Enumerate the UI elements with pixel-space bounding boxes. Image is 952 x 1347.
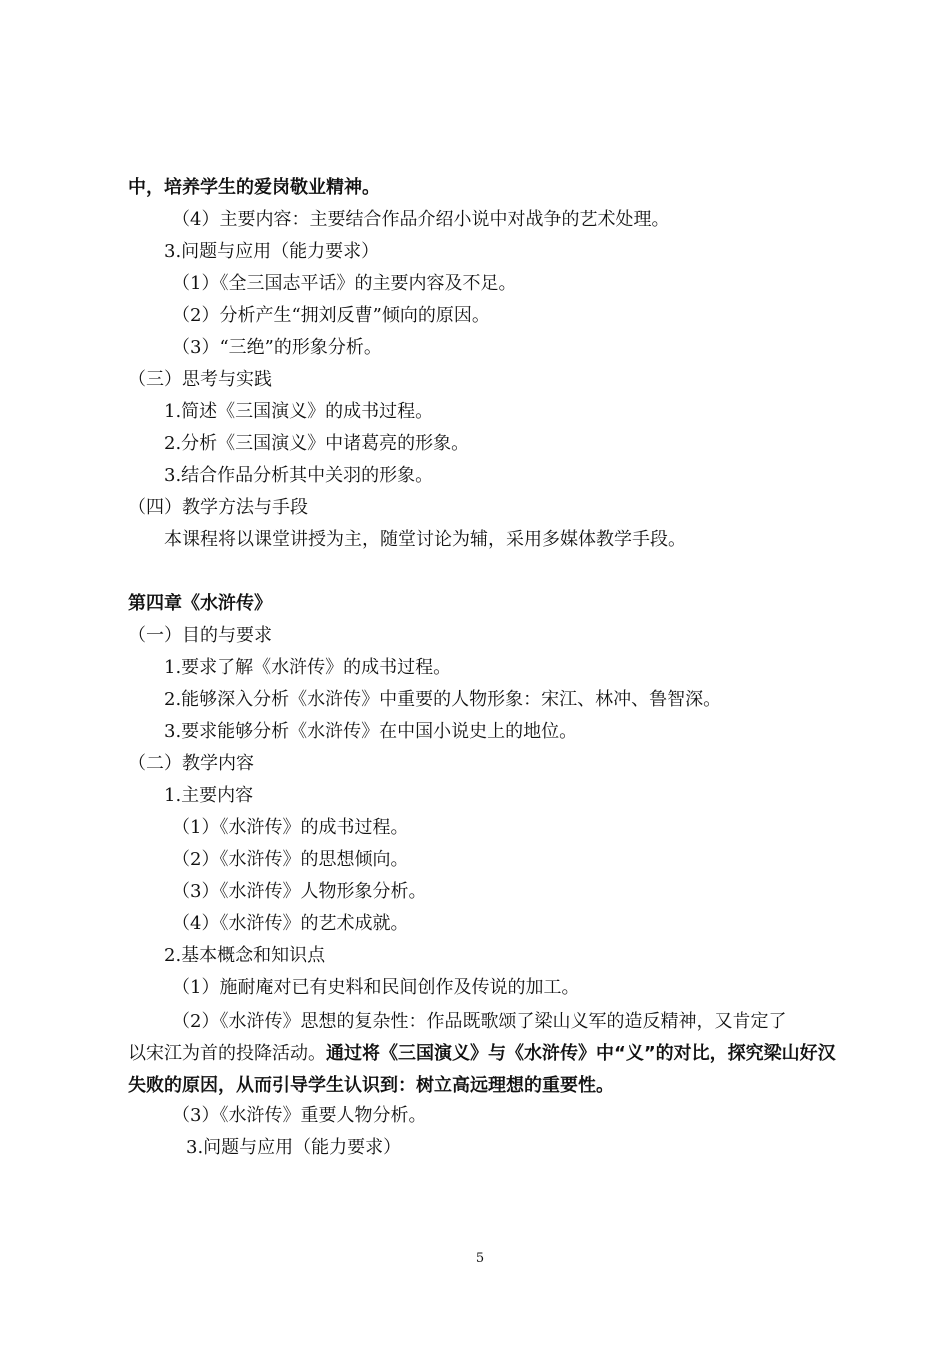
main-content-item-3: （3）《水浒传》人物形象分析。	[172, 881, 427, 902]
concept-item-1: （1）施耐庵对已有史料和民间创作及传说的加工。	[172, 977, 580, 998]
concept-item-2-line: （2）《水浒传》思想的复杂性：作品既歌颂了梁山义军的造反精神，又肯定了	[172, 1011, 787, 1032]
main-content-item-2: （2）《水浒传》的思想倾向。	[172, 849, 409, 870]
concept-item-2-bold-text: 通过将《三国演义》与《水浒传》中“义”的对比，探究梁山好汉失败的原因，从而引导学生认识到：树立高远理想的重要性。	[128, 1043, 836, 1096]
question-item-3: （3）“三绝”的形象分析。	[172, 337, 382, 358]
section-heading-application: 3.问题与应用（能力要求）	[186, 1137, 402, 1158]
section-heading-goals: （一）目的与要求	[128, 625, 272, 646]
continued-line: 中，培养学生的爱岗敬业精神。	[128, 177, 380, 198]
practice-item-2: 2.分析《三国演义》中诸葛亮的形象。	[164, 433, 470, 454]
concept-item-2-continuation: 以宋江为首的投降活动。	[128, 1043, 326, 1064]
section-heading-3: 3.问题与应用（能力要求）	[164, 241, 380, 262]
practice-item-3: 3.结合作品分析其中关羽的形象。	[164, 465, 434, 486]
section-heading-methods: （四）教学方法与手段	[128, 497, 308, 518]
main-content-heading: 1.主要内容	[164, 785, 254, 806]
goal-item-2: 2.能够深入分析《水浒传》中重要的人物形象：宋江、林冲、鲁智深。	[164, 689, 722, 710]
goal-item-1: 1.要求了解《水浒传》的成书过程。	[164, 657, 452, 678]
page-number: 5	[475, 1251, 485, 1266]
practice-item-1: 1.简述《三国演义》的成书过程。	[164, 401, 434, 422]
concept-item-2-paragraph	[128, 1006, 840, 1102]
question-item-1: （1）《全三国志平话》的主要内容及不足。	[172, 273, 517, 294]
question-item-2: （2）分析产生“拥刘反曹”倾向的原因。	[172, 305, 490, 326]
concepts-heading: 2.基本概念和知识点	[164, 945, 326, 966]
chapter-title: 第四章《水浒传》	[128, 593, 272, 614]
main-content-item-1: （1）《水浒传》的成书过程。	[172, 817, 409, 838]
section-heading-thinking: （三）思考与实践	[128, 369, 272, 390]
methods-text: 本课程将以课堂讲授为主，随堂讨论为辅，采用多媒体教学手段。	[164, 529, 686, 550]
content-item-4: （4）主要内容：主要结合作品介绍小说中对战争的艺术处理。	[172, 209, 670, 230]
concept-item-3: （3）《水浒传》重要人物分析。	[172, 1105, 427, 1126]
main-content-item-4: （4）《水浒传》的艺术成就。	[172, 913, 409, 934]
goal-item-3: 3.要求能够分析《水浒传》在中国小说史上的地位。	[164, 721, 578, 742]
section-heading-content: （二）教学内容	[128, 753, 254, 774]
